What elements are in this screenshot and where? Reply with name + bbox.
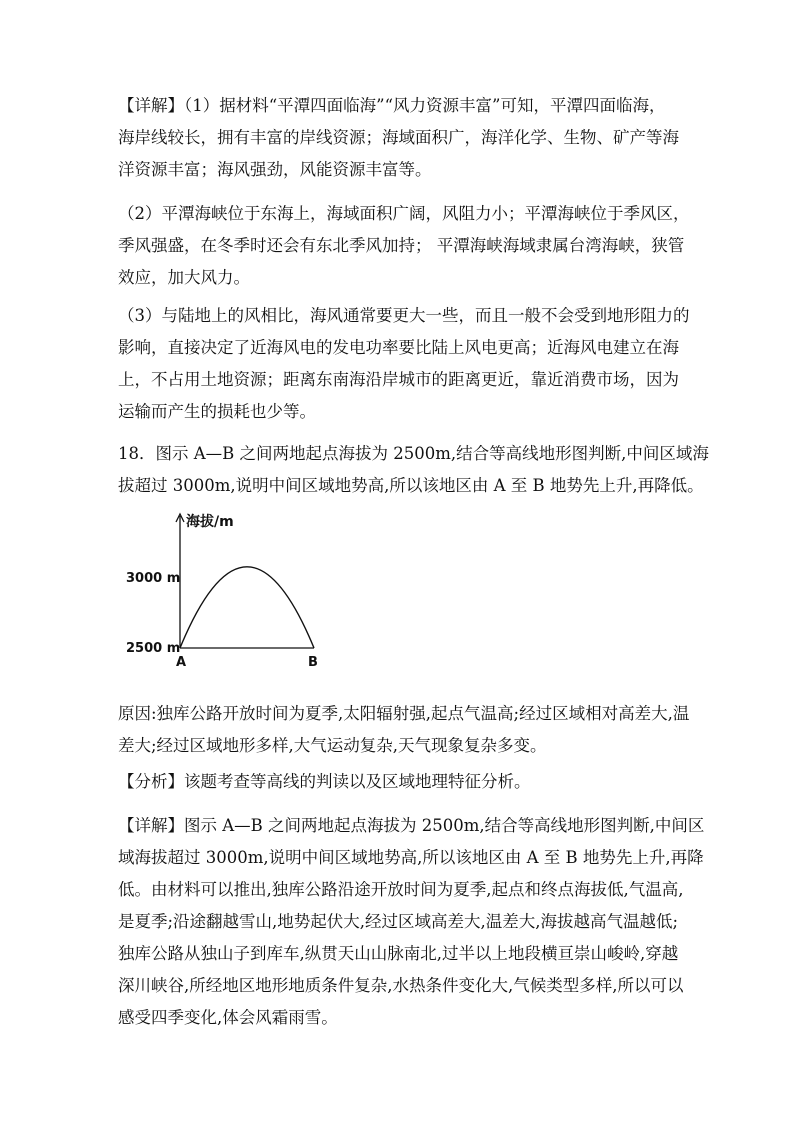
paragraph-reason (118, 698, 698, 762)
elevation-profile-line (180, 567, 314, 648)
paragraph-point-3 (118, 300, 698, 428)
y-axis-label: 海拔/m (186, 514, 234, 530)
y-tick-label-3000: 3000 m (126, 571, 181, 586)
text-line: 深川峡谷,所经地区地形地质条件复杂,水热条件变化大,气候类型多样,所以可以 (118, 976, 684, 995)
text-line: 域海拔超过 3000m,说明中间区域地势高,所以该地区由 A 至 B 地势先上升,再降 (118, 848, 704, 867)
text-line: 【详解】图示 A—B 之间两地起点海拔为 2500m,结合等高线地形图判断,中间区 (118, 816, 705, 835)
text-line: 18．图示 A—B 之间两地起点海拔为 2500m,结合等高线地形图判断,中间区域海 (118, 444, 709, 463)
paragraph-detail-2 (118, 810, 705, 1034)
x-tick-label-a: A (176, 655, 187, 670)
text-line: 感受四季变化,体会风霜雨雪。 (118, 1008, 338, 1027)
paragraph-point-2 (118, 198, 698, 294)
text-line: 上，不占用土地资源；距离东南海沿岸城市的距离更近，靠近消费市场，因为 (118, 370, 679, 389)
question-18-answer (118, 438, 709, 502)
text-line: 【详解】（1）据材料“平潭四面临海”“风力资源丰富”可知，平潭四面临海， (118, 96, 666, 115)
text-line: （3）与陆地上的风相比，海风通常要更大一些，而且一般不会受到地形阻力的 (118, 306, 690, 325)
text-line: 效应，加大风力。 (118, 268, 250, 287)
text-line: 原因:独库公路开放时间为夏季,太阳辐射强,起点气温高;经过区域相对高差大,温 (118, 704, 690, 723)
elevation-profile-chart (118, 508, 338, 670)
text-line: 运输而产生的损耗也少等。 (118, 402, 316, 421)
text-line: 拔超过 3000m,说明中间区域地势高,所以该地区由 A 至 B 地势先上升,再降低。 (118, 476, 704, 495)
paragraph-analysis (118, 766, 698, 798)
text-line: 【分析】该题考查等高线的判读以及区域地理特征分析。 (118, 772, 531, 791)
text-line: 是夏季;沿途翻越雪山,地势起伏大,经过区域高差大,温差大,海拔越高气温越低; (118, 912, 679, 931)
y-tick-label-2500: 2500 m (126, 641, 181, 656)
x-tick-label-b: B (308, 655, 318, 670)
text-line: （2）平潭海峡位于东海上，海域面积广阔，风阻力小；平潭海峡位于季风区， (118, 204, 690, 223)
paragraph-detail-1 (118, 90, 698, 186)
text-line: 独库公路从独山子到库车,纵贯天山山脉南北,过半以上地段横亘崇山峻岭,穿越 (118, 944, 679, 963)
text-line: 海岸线较长，拥有丰富的岸线资源；海域面积广，海洋化学、生物、矿产等海 (118, 128, 679, 147)
text-line: 洋资源丰富；海风强劲，风能资源丰富等。 (118, 160, 432, 179)
text-line: 季风强盛，在冬季时还会有东北季风加持； 平潭海峡海域隶属台湾海峡，狭管 (118, 236, 685, 255)
text-line: 差大;经过区域地形多样,大气运动复杂,天气现象复杂多变。 (118, 736, 547, 755)
text-line: 低。由材料可以推出,独库公路沿途开放时间为夏季,起点和终点海拔低,气温高, (118, 880, 684, 899)
text-line: 影响，直接决定了近海风电的发电功率要比陆上风电更高；近海风电建立在海 (118, 338, 679, 357)
